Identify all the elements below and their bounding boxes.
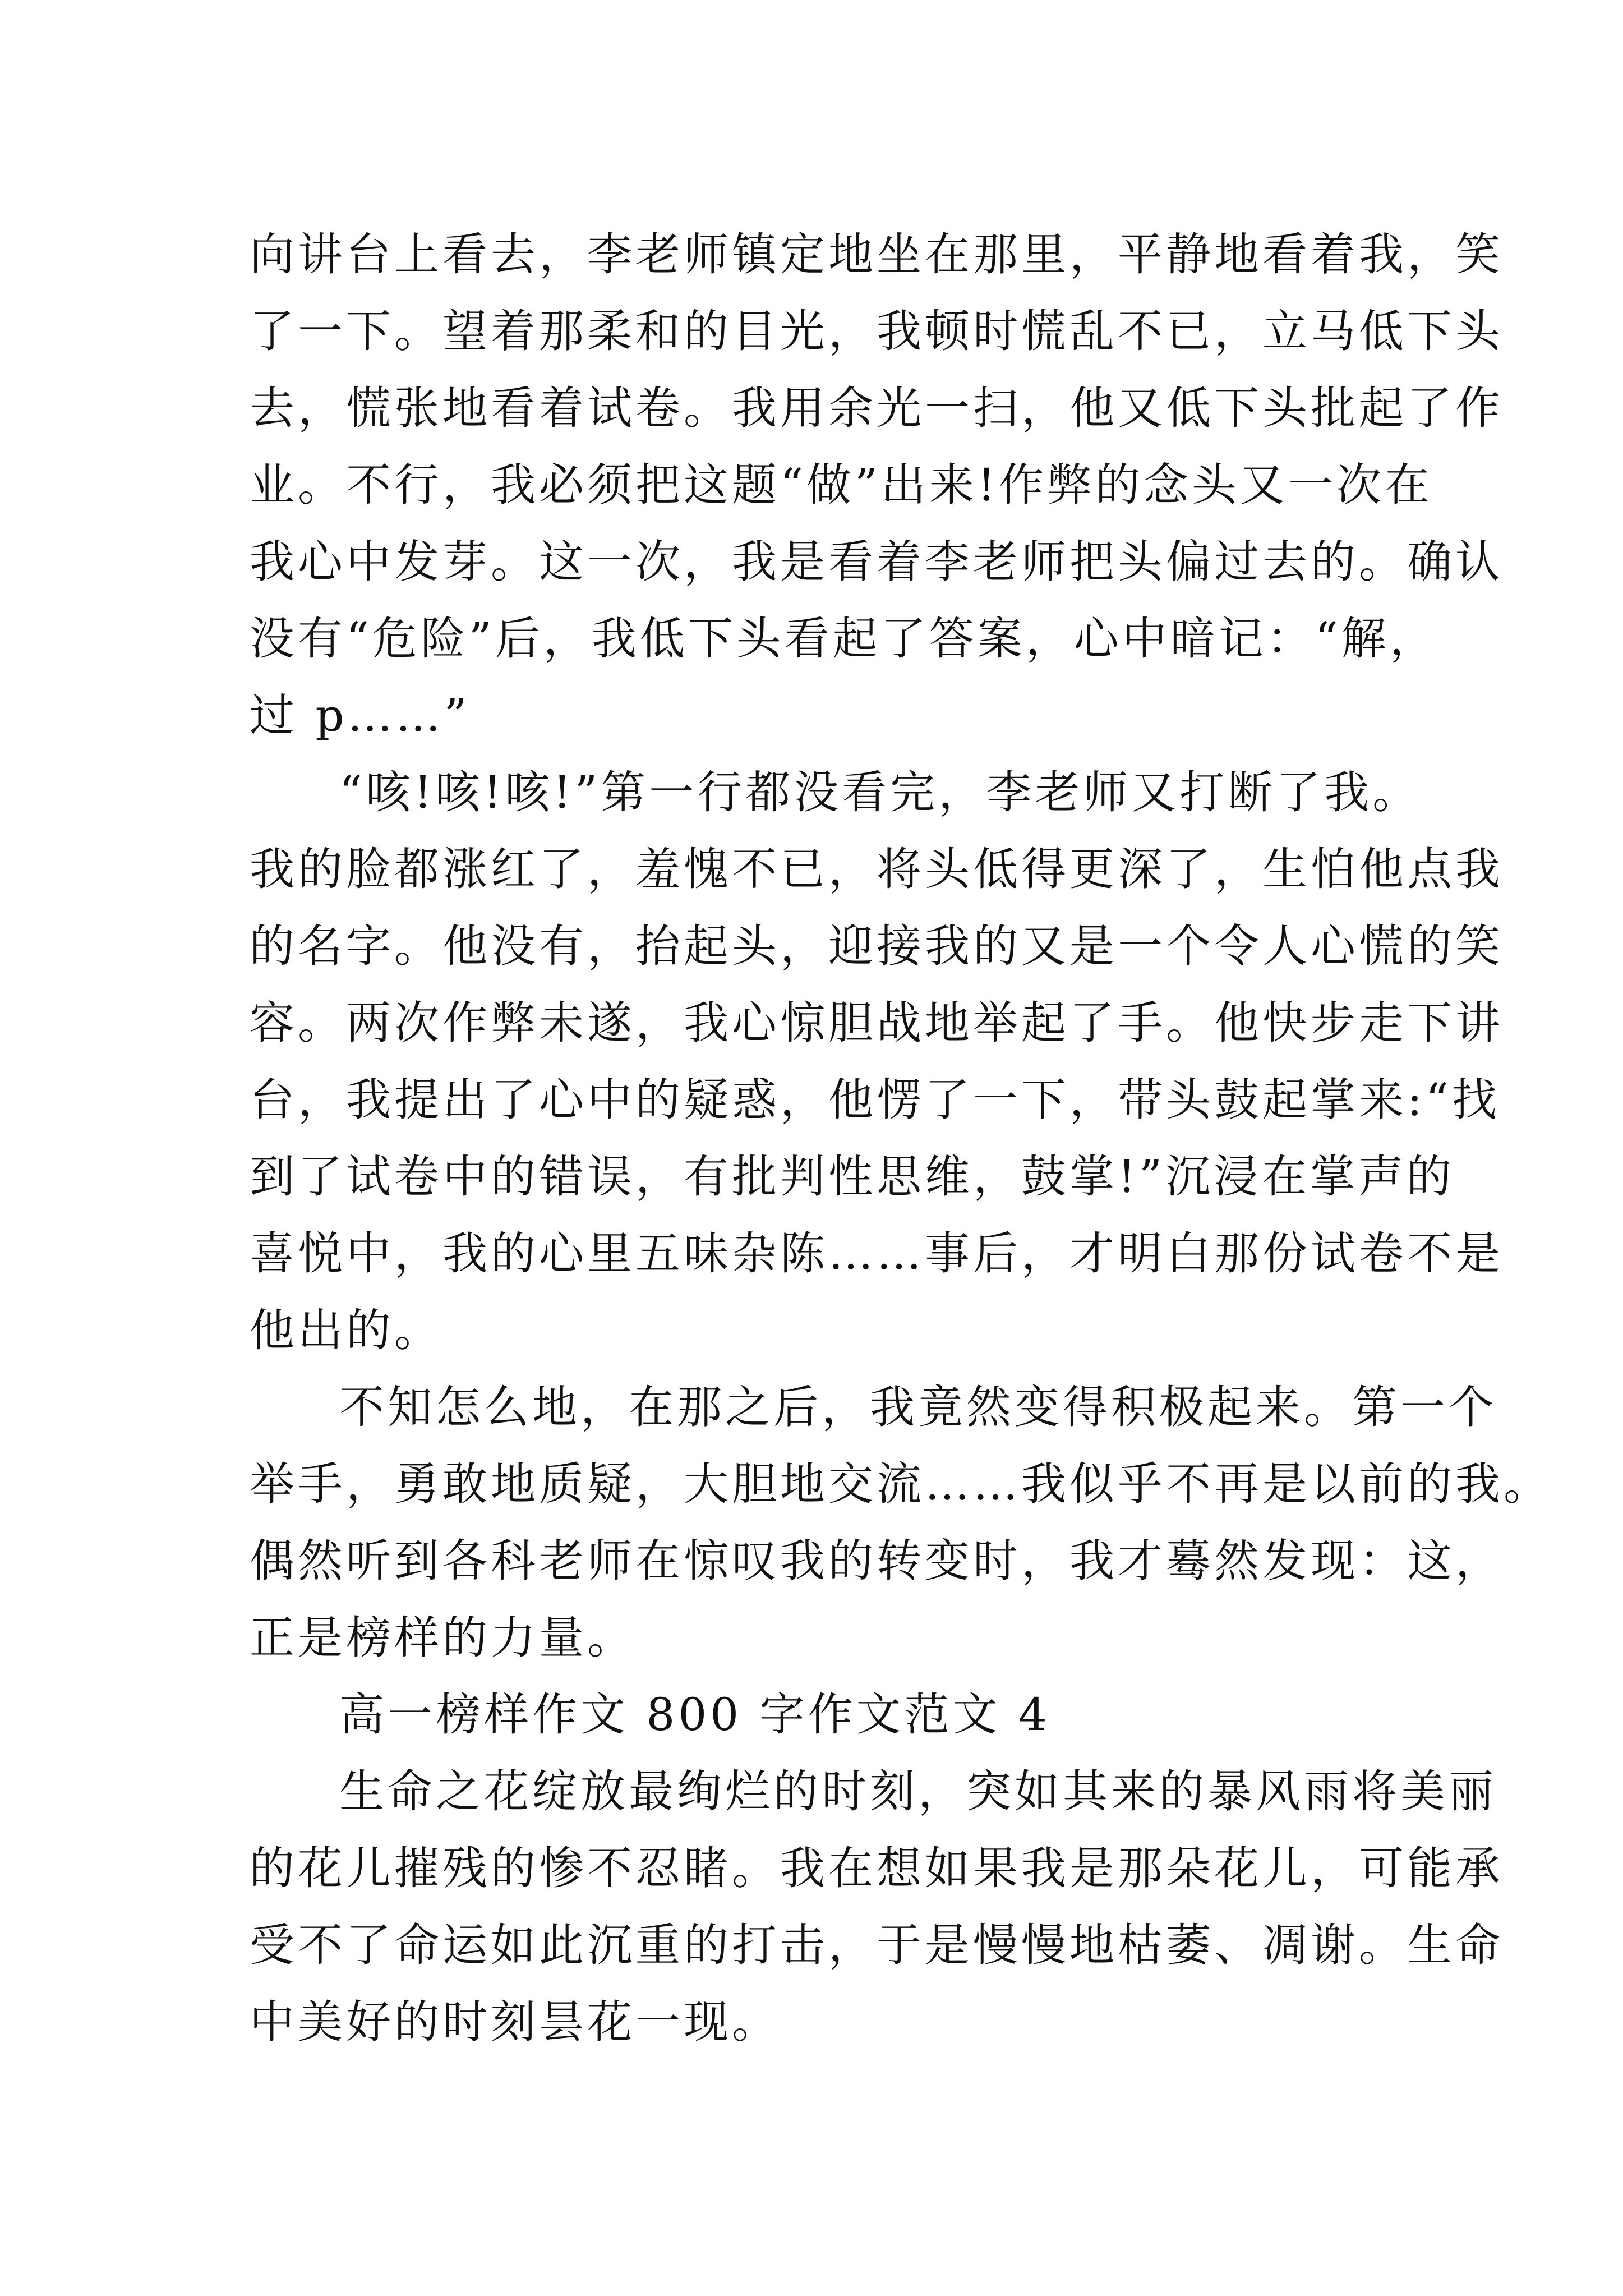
text-line: 到了试卷中的错误，有批判性思维，鼓掌!”沉浸在掌声的	[250, 1151, 1455, 1203]
section-heading: 高一榜样作文 800 字作文范文 4	[339, 1688, 1050, 1741]
text-line: 我心中发芽。这一次，我是看着李老师把头偏过去的。确认	[250, 536, 1504, 588]
text-line: 台，我提出了心中的疑惑，他愣了一下，带头鼓起掌来:“找	[250, 1074, 1500, 1126]
paragraph-start-line: 生命之花绽放最绚烂的时刻，突如其来的暴风雨将美丽	[339, 1765, 1497, 1818]
text-line: 没有“危险”后，我低下头看起了答案，心中暗记：“解，	[250, 613, 1438, 665]
paragraph-start-line: “咳!咳!咳!”第一行都没看完，李老师又打断了我。	[339, 766, 1421, 818]
text-line: 正是榜样的力量。	[250, 1612, 635, 1664]
text-line: 的花儿摧残的惨不忍睹。我在想如果我是那朵花儿，可能承	[250, 1842, 1504, 1894]
text-line: 向讲台上看去，李老师镇定地坐在那里，平静地看着我，笑	[250, 228, 1504, 280]
text-line: 偶然听到各科老师在惊叹我的转变时，我才蓦然发现：这，	[250, 1535, 1504, 1587]
paragraph-start-line: 不知怎么地，在那之后，我竟然变得积极起来。第一个	[339, 1381, 1497, 1433]
text-line: 容。两次作弊未遂，我心惊胆战地举起了手。他快步走下讲	[250, 997, 1504, 1049]
text-line: 去，慌张地看着试卷。我用余光一扫，他又低下头批起了作	[250, 382, 1504, 434]
text-line: 过 p……”	[250, 689, 471, 742]
text-line: 受不了命运如此沉重的打击，于是慢慢地枯萎、凋谢。生命	[250, 1919, 1504, 1971]
text-line: 业。不行，我必须把这题“做”出来!作弊的念头又一次在	[250, 459, 1433, 511]
document-body	[250, 216, 1552, 2060]
text-line: 我的脸都涨红了，羞愧不已，将头低得更深了，生怕他点我	[250, 843, 1504, 895]
text-line: 中美好的时刻昙花一现。	[250, 1996, 780, 2048]
text-line: 喜悦中，我的心里五味杂陈……事后，才明白那份试卷不是	[250, 1227, 1504, 1280]
text-line: 了一下。望着那柔和的目光，我顿时慌乱不已，立马低下头	[250, 305, 1504, 357]
text-line: 的名字。他没有，抬起头，迎接我的又是一个令人心慌的笑	[250, 920, 1504, 972]
text-line: 他出的。	[250, 1304, 442, 1356]
text-line: 举手，勇敢地质疑，大胆地交流……我似乎不再是以前的我。	[250, 1458, 1552, 1510]
